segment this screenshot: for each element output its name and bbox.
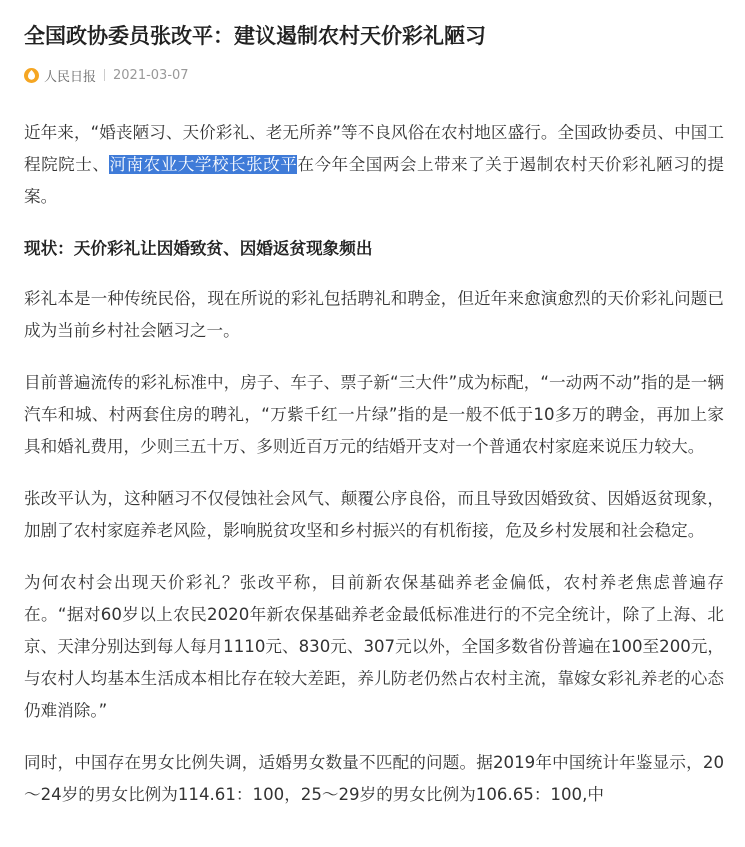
article-date: 2021-03-07	[113, 67, 189, 83]
article-meta	[24, 65, 724, 85]
paragraph: 目前普遍流传的彩礼标准中，房子、车子、票子新“三大件”成为标配，“一动两不动”指的是一辆汽车和城、村两套住房的聘礼，“万紫千红一片绿”指的是一般不低于10多万的聘金，再加上家具和婚礼费用，少则三五十万、多则近百万元的结婚开支对一个普通农村家庭来说压力较大。	[24, 373, 724, 456]
article-title: 全国政协委员张改平：建议遏制农村天价彩礼陋习	[24, 24, 486, 48]
article-body	[24, 117, 724, 811]
paragraph-intro-tail: 在今年全国两会上带来了关于遏制农村天价彩礼陋习的提案。	[24, 155, 725, 206]
article-source[interactable]: 人民日报	[44, 69, 97, 85]
source-logo-icon	[24, 68, 39, 83]
paragraph: 彩礼本是一种传统民俗，现在所说的彩礼包括聘礼和聘金，但近年来愈演愈烈的天价彩礼问题已成为当前乡村社会陋习之一。	[24, 289, 724, 340]
section-heading: 现状：天价彩礼让因婚致贫、因婚返贫现象频出	[24, 239, 373, 258]
article	[24, 0, 724, 831]
meta-divider	[104, 69, 105, 81]
paragraph: 张改平认为，这种陋习不仅侵蚀社会风气、颠覆公序良俗，而且导致因婚致贫、因婚返贫现象，加剧了农村家庭养老风险，影响脱贫攻坚和乡村振兴的有机衔接，危及乡村发展和社会稳定。	[24, 489, 724, 540]
paragraph-intro-text: 近年来，“婚丧陋习、天价彩礼、老无所养”等不良风俗在农村地区盛行。全国政协委员、中国工程院院士、	[24, 123, 724, 174]
paragraph-intro	[24, 117, 724, 213]
selected-text: 河南农业大学校长张改平	[109, 155, 298, 174]
paragraph: 为何农村会出现天价彩礼？张改平称，目前新农保基础养老金偏低，农村养老焦虑普遍存在。“据对60岁以上农民2020年新农保基础养老金最低标准进行的不完全统计，除了上海、北京、天津分别达到每人每月1110元、830元、307元以外，全国多数省份普遍在100至200元，与农村人均基本生活成本相比存在较大差距，养儿防老仍然占农村主流，靠嫁女彩礼养老的心态仍难消除。”	[24, 573, 724, 720]
paragraph: 同时，中国存在男女比例失调，适婚男女数量不匹配的问题。据2019年中国统计年鉴显示，20～24岁的男女比例为114.61：100，25～29岁的男女比例为106.65：100,中	[24, 753, 724, 804]
